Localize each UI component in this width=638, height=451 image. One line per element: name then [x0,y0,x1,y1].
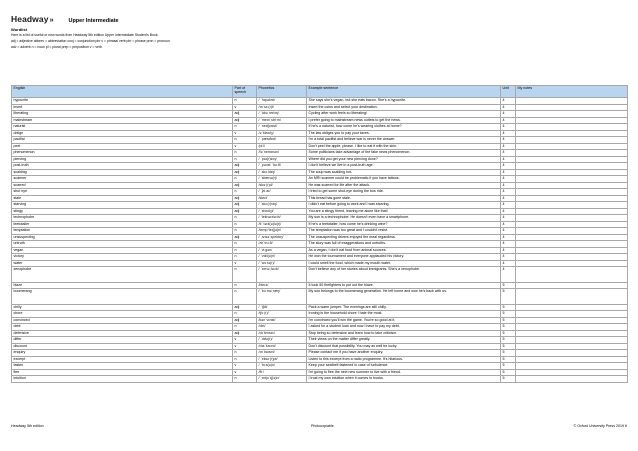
cell-part-of-speech: adj [233,304,257,311]
brand-block [11,14,627,24]
cell-part-of-speech: adj [233,195,257,202]
abbreviations-line-2: adv = adverb n = noun pl = plural prep = preposition v = verb [11,45,102,49]
cell-part-of-speech: n [233,98,257,105]
cell-unit: 4 [501,202,516,209]
cell-phonetics: / ˌʌnsəˈspektɪŋ/ [257,234,307,241]
cell-unit: 4 [501,182,516,189]
cell-phonetics: /det/ [257,324,307,331]
cell-unit: 4 [501,234,516,241]
table-row [12,289,628,305]
cell-phonetics: / ˈeksɜː(r)pt/ [257,356,307,363]
cell-unit: 4 [501,150,516,157]
cell-word: mainstream [12,117,233,124]
cell-example-sentence: Insert the coins and select your destination. [307,104,501,111]
cell-phonetics: / ˈstɑː(r)vɪŋ/ [257,202,307,209]
cell-example-sentence: I don't believe we live in a post-truth age. [307,163,501,170]
cell-example-sentence: The temptation was too great and I couldn't resist. [307,228,501,235]
cell-unit: 4 [501,241,516,248]
cell-phonetics: /tʃɔː(r)/ [257,311,307,318]
cell-phonetics: /tempˈteɪʃ(ə)n/ [257,228,307,235]
cell-phonetics: / ˈskænə(r)/ [257,176,307,183]
cell-word: chilly [12,304,233,311]
cell-unit: 4 [501,163,516,170]
cell-example-sentence: I'm a total pacifist and believe war is never the answer. [307,137,501,144]
cell-word: defensive [12,330,233,337]
cell-unit: 4 [501,228,516,235]
cell-example-sentence: The unsuspecting drivers enjoyed the meal regardless. [307,234,501,241]
cell-phonetics: /fəˈnɒmɪnən/ [257,150,307,157]
cell-example-sentence: Stop being so defensive and learn how to take criticism. [307,330,501,337]
cell-unit: 4 [501,124,516,131]
table-row [12,376,628,383]
cell-phonetics: /ɪnˈkwaɪri/ [257,350,307,357]
cell-example-sentence: My son belongs to the boomerang generation. He left home and now he's back with us. [307,289,501,305]
column-header-english: English [12,86,233,98]
cell-word: technophobe [12,215,233,222]
cell-part-of-speech: n [233,137,257,144]
cell-unit: 4 [501,195,516,202]
cell-example-sentence: I'm convinced you'll win the game. You're so good at it. [307,317,501,324]
cell-phonetics: /əˈblaɪdʒ/ [257,130,307,137]
cell-word: chore [12,311,233,318]
cell-phonetics: / ˈneɪtʃərɪst/ [257,124,307,131]
cell-word: starving [12,202,233,209]
cell-word: convinced [12,317,233,324]
cell-example-sentence: Cycling after work feels so liberating! [307,111,501,118]
cell-unit: 5 [501,343,516,350]
cell-example-sentence: I didn't eat before going to work and I was starving. [307,202,501,209]
cell-phonetics: / ˈfɑːs(ə)n/ [257,363,307,370]
cell-example-sentence: Some politicians take advantage of the fake news phenomenon. [307,150,501,157]
cell-my-notes[interactable] [516,376,628,383]
cell-part-of-speech: n [233,289,257,305]
cell-word: water [12,260,233,267]
cell-word: oblige [12,130,233,137]
cell-part-of-speech: adj [233,163,257,170]
cell-phonetics: /ɪnˈsɜː(r)t/ [257,104,307,111]
cell-part-of-speech: v [233,343,257,350]
cell-unit: 4 [501,98,516,105]
cell-my-notes[interactable] [516,289,628,305]
cell-phonetics: / ˈvɪkt(ə)ri/ [257,254,307,261]
cell-part-of-speech: n [233,324,257,331]
cell-unit: 4 [501,254,516,261]
cell-unit: 4 [501,111,516,118]
cell-word: enquiry [12,350,233,357]
cell-unit: 5 [501,289,516,305]
cell-part-of-speech: n [233,254,257,261]
cell-word: teetotaller [12,221,233,228]
cell-part-of-speech: v [233,260,257,267]
table-body [12,98,628,383]
cell-example-sentence: The law obliges you to pay your taxes. [307,130,501,137]
cell-word: discount [12,343,233,350]
cell-example-sentence: The soup was scalding hot. [307,169,501,176]
cell-part-of-speech: n [233,156,257,163]
cell-phonetics: /skɑː(r)d/ [257,182,307,189]
cell-word: excerpt [12,356,233,363]
cell-part-of-speech: n [233,176,257,183]
cell-unit: 5 [501,363,516,370]
cell-example-sentence: An MRI scanner could be problematic if you have tattoos. [307,176,501,183]
cell-part-of-speech: v [233,143,257,150]
cell-example-sentence: It took 50 firefighters to put out the blaze. [307,282,501,289]
cell-word: unsuspecting [12,234,233,241]
cell-phonetics: / ˈzenəˌfəʊb/ [257,267,307,283]
cell-word: shut eye [12,189,233,196]
cell-example-sentence: I asked for a student loan and now I have to pay my debt. [307,324,501,331]
cell-part-of-speech: n [233,356,257,363]
cell-word: phenomenon [12,150,233,157]
cell-unit: 5 [501,324,516,331]
cell-part-of-speech: n [233,228,257,235]
cell-word: fasten [12,363,233,370]
cell-example-sentence: If he's a teetotaller, how come he's drinking wine? [307,221,501,228]
cell-word: scalding [12,169,233,176]
cell-phonetics: / ˈwɔːtə(r)/ [257,260,307,267]
cell-part-of-speech: n [233,124,257,131]
cell-part-of-speech: n [233,221,257,228]
cell-word: temptation [12,228,233,235]
column-header-phonetics: Phonetics [257,86,307,98]
cell-example-sentence: She says she's vegan, but she eats bacon. She's a hypocrite. [307,98,501,105]
cell-phonetics: / ˈʃʌt aɪ/ [257,189,307,196]
cell-example-sentence: I trust my own intuition when it comes to books. [307,376,501,383]
cell-word: insert [12,104,233,111]
wordlist-title: Wordlist [11,27,27,32]
cell-part-of-speech: n [233,247,257,254]
column-header-unit: Unit [501,86,516,98]
cell-word: pacifist [12,137,233,144]
cell-word: scanner [12,176,233,183]
cell-part-of-speech: adj [233,317,257,324]
footer-right: © Oxford University Press 2019 6 [573,424,627,428]
cell-phonetics: /ʌnˈtruːθ/ [257,241,307,248]
cell-example-sentence: Where did you get your new piercing done? [307,156,501,163]
cell-phonetics: / ˈviːgən/ [257,247,307,254]
cell-example-sentence: You are a stingy friend, leaving me alone like that! [307,208,501,215]
cell-example-sentence: He won the tournament and everyone applauded his victory. [307,254,501,261]
cell-phonetics: / ˈpɪə(r)sɪŋ/ [257,156,307,163]
cell-word: blaze [12,282,233,289]
cell-example-sentence: Their views on the matter differ greatly. [307,337,501,344]
cell-unit: 5 [501,350,516,357]
cell-phonetics: / ˈteknəʊfəʊb/ [257,215,307,222]
cell-word: vegan [12,247,233,254]
cell-example-sentence: He was scarred for life after the attack. [307,182,501,189]
cell-word: flee [12,369,233,376]
cell-phonetics: / ˌɪntjuˈɪʃ(ə)n/ [257,376,307,383]
cell-word: liberating [12,111,233,118]
cell-unit: 4 [501,117,516,124]
cell-example-sentence: Listen to this excerpt from a radio programme. It's hilarious. [307,356,501,363]
cell-example-sentence: If he's a naturist, how come he's wearing clothes at home? [307,124,501,131]
cell-example-sentence: Don't peel the apple, please. I like to eat it with the skin. [307,143,501,150]
abbreviations-line-1: adj = adjective abbrev = abbreviation conj = conjunction phr v = phrasal verb phr = phrase pron = pronoun [11,39,170,43]
cell-phonetics: /bleɪz/ [257,282,307,289]
cell-word: hypocrite [12,98,233,105]
cell-part-of-speech: v [233,363,257,370]
cell-word: piercing [12,156,233,163]
cell-phonetics: /kənˈvɪnst/ [257,317,307,324]
cell-word: victory [12,254,233,261]
cell-unit: 4 [501,267,516,283]
cell-example-sentence: This bread has gone stale. [307,195,501,202]
cell-part-of-speech: adj [233,208,257,215]
cell-phonetics: / ˈskɔːldɪŋ/ [257,169,307,176]
cell-phonetics: / ˈdɪfə(r)/ [257,337,307,344]
footer-left: Headway 5th edition [11,424,44,428]
cell-phonetics: /dɪˈfensɪv/ [257,330,307,337]
cell-word: stingy [12,208,233,215]
cell-part-of-speech: n [233,376,257,383]
cell-unit: 4 [501,176,516,183]
cell-unit: 4 [501,137,516,144]
column-header-example: Example sentence [307,86,501,98]
intro-text: Here is a list of useful or new words from Headway 5th edition Upper Intermediate Student's Book. [11,33,159,37]
cell-example-sentence: Ironing is the household chore I hate the most. [307,311,501,318]
cell-example-sentence: Please contact me if you have another enquiry. [307,350,501,357]
cell-part-of-speech: n [233,189,257,196]
cell-word: intuition [12,376,233,383]
page-footer [11,424,627,428]
cell-example-sentence: Don't believe any of her stories about immigrants. She's a xenophobe. [307,267,501,283]
cell-part-of-speech: adj [233,117,257,124]
cell-phonetics: /piːl/ [257,143,307,150]
cell-example-sentence: Don't discount that possibility. You may as well be lucky. [307,343,501,350]
column-header-part-of-speech: Part of speech [233,86,257,98]
table-header-row [12,86,628,98]
cell-unit: 5 [501,337,516,344]
headway-logo: Headway [11,14,49,24]
cell-part-of-speech: adj [233,111,257,118]
cell-unit: 4 [501,221,516,228]
cell-unit: 4 [501,247,516,254]
cell-word: stale [12,195,233,202]
cell-unit: 4 [501,208,516,215]
cell-phonetics: / ˌpəʊst ˈtruːθ/ [257,163,307,170]
cell-phonetics: / ˈmeɪnˌstriːm/ [257,117,307,124]
cell-phonetics: /tiːˈtəʊt(ə)lə(r)/ [257,221,307,228]
cell-unit: 4 [501,260,516,267]
table-row [12,267,628,283]
cell-phonetics: /steɪl/ [257,195,307,202]
cell-phonetics: /fliː/ [257,369,307,376]
cell-part-of-speech: adj [233,330,257,337]
cell-unit: 4 [501,143,516,150]
cell-part-of-speech: n [233,150,257,157]
cell-unit: 5 [501,311,516,318]
cell-part-of-speech: n [233,241,257,248]
cell-unit: 5 [501,376,516,383]
cell-word: peel [12,143,233,150]
cell-unit: 5 [501,356,516,363]
cell-unit: 5 [501,282,516,289]
cell-phonetics: / ˈbuːməˌræŋ/ [257,289,307,305]
cell-part-of-speech: n [233,311,257,318]
cell-part-of-speech: n [233,282,257,289]
cell-part-of-speech: v [233,104,257,111]
cell-phonetics: / ˈstɪndʒi/ [257,208,307,215]
cell-example-sentence: I tried to get some shut-eye during the bus ride. [307,189,501,196]
cell-part-of-speech: adj [233,202,257,209]
cell-word: differ [12,337,233,344]
double-chevron-icon: » [49,17,53,24]
cell-unit: 4 [501,156,516,163]
cell-word: boomerang [12,289,233,305]
cell-word: xenophobe [12,267,233,283]
cell-phonetics: / ˈhɪpəkrɪt/ [257,98,307,105]
cell-example-sentence: Pack a warm jumper. The evenings are still chilly. [307,304,501,311]
page-header [11,14,627,50]
footer-center: Photocopiable [311,424,334,428]
cell-phonetics: / ˈlɪbəˌreɪtɪŋ/ [257,111,307,118]
cell-unit: 5 [501,330,516,337]
cell-example-sentence: My son is a technophobe. He doesn't even have a smartphone. [307,215,501,222]
cell-part-of-speech: n [233,267,257,283]
cell-word: debt [12,324,233,331]
cell-example-sentence: I prefer going to mainstream news outlets to get the news. [307,117,501,124]
cell-part-of-speech: adj [233,169,257,176]
cell-unit: 5 [501,304,516,311]
cell-part-of-speech: v [233,369,257,376]
cell-unit: 4 [501,169,516,176]
cell-example-sentence: Keep your seatbelt fastened in case of turbulence. [307,363,501,370]
cell-part-of-speech: v [233,130,257,137]
cell-part-of-speech: v [233,337,257,344]
cell-word: untruth [12,241,233,248]
cell-unit: 5 [501,369,516,376]
cell-unit: 4 [501,215,516,222]
wordlist-table [11,85,628,383]
cell-example-sentence: As a vegan, I don't eat food from animal sources. [307,247,501,254]
column-header-notes: My notes [516,86,628,98]
cell-phonetics: / ˈpæsɪfɪst/ [257,137,307,144]
cell-part-of-speech: n [233,215,257,222]
cell-word: naturist [12,124,233,131]
cell-example-sentence: I'm going to flee the next new summer to live with a friend. [307,369,501,376]
cell-part-of-speech: adj [233,234,257,241]
cell-example-sentence: I could smell the food, which made my mouth water. [307,260,501,267]
cell-word: post-truth [12,163,233,170]
cell-unit: 4 [501,189,516,196]
cell-example-sentence: The story was full of exaggerations and untruths. [307,241,501,248]
cell-part-of-speech: n [233,350,257,357]
cell-unit: 5 [501,317,516,324]
cell-phonetics: /dɪsˈkaʊnt/ [257,343,307,350]
level-title: Upper Intermediate [68,18,119,24]
cell-part-of-speech: adj [233,182,257,189]
cell-unit: 4 [501,130,516,137]
cell-phonetics: / ˈtʃɪli/ [257,304,307,311]
cell-my-notes[interactable] [516,267,628,283]
cell-unit: 4 [501,104,516,111]
cell-word: scarred [12,182,233,189]
